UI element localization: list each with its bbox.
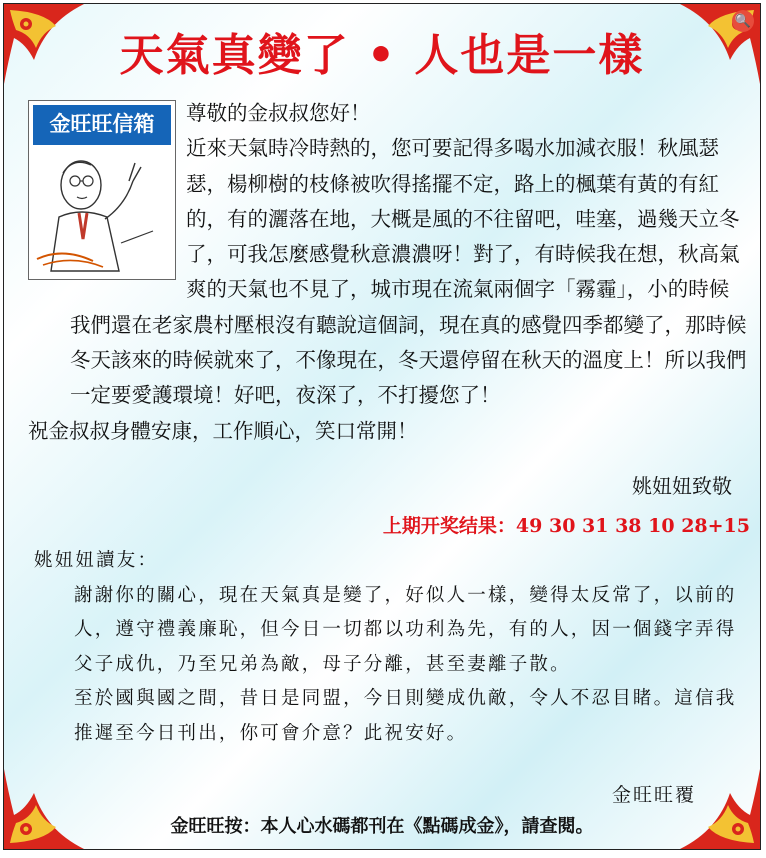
reader-letter bbox=[28, 96, 748, 449]
letter-greeting: 尊敬的金叔叔您好！ bbox=[186, 101, 371, 125]
editor-reply bbox=[34, 544, 746, 751]
article-page bbox=[3, 3, 761, 850]
reply-signature: 金旺旺覆 bbox=[611, 784, 696, 806]
lottery-label: 上期开奖结果： bbox=[382, 515, 516, 537]
reply-paragraph-1: 謝謝你的關心，現在天氣真是變了，好似人一樣，變得太反常了，以前的人，遵守禮義廉恥，但今日一切都以功利為先，有的人，因一個錢字弄得父子成仇，乃至兄弟為敵，母子分離，甚至妻離子散。 bbox=[74, 584, 737, 675]
corner-ornament-top-left bbox=[4, 4, 90, 90]
writer-illustration-icon bbox=[33, 147, 171, 275]
footer-note: 金旺旺按：本人心水碼都刊在《點碼成金》，請查閱。 bbox=[170, 816, 594, 837]
lottery-result bbox=[383, 511, 750, 538]
column-logo bbox=[28, 100, 176, 280]
letter-closing: 祝金叔叔身體安康，工作順心，笑口常開！ bbox=[28, 418, 418, 443]
reply-salutation: 姚妞妞讀友： bbox=[34, 550, 159, 571]
letter-body: 近來天氣時冷時熱的，您可要記得多喝水加減衣服！秋風瑟瑟，楊柳樹的枝條被吹得搖擺不定，路上的楓葉有黃的有紅的，有的灑落在地，大概是風的不往留吧，哇塞，過幾天立冬了，可我怎麼感覺秋意濃濃呀！對了，有時候我在想，秋高氣爽的天氣也不見了，城市現在流氣兩個字「霧霾」，小的時候我們還在老家農村壓根沒有聽說這個詞，現在真的感覺四季都變了，那時候冬天該來的時候就來了，不像現在，冬天還停留在秋天的溫度上！所以我們一定要愛護環境！好吧，夜深了，不打擾您了！ bbox=[70, 136, 747, 408]
column-logo-label: 金旺旺信箱 bbox=[33, 105, 171, 145]
reply-paragraph-2: 至於國與國之間，昔日是同盟，今日則變成仇敵，令人不忍目睹。這信我推遲至今日刊出，你可會介意？此祝安好。 bbox=[74, 688, 737, 744]
zoom-icon[interactable]: 🔍 bbox=[732, 10, 754, 32]
letter-signature: 姚妞妞致敬 bbox=[632, 474, 732, 498]
lottery-numbers: 49 30 31 38 10 28+15 bbox=[515, 515, 750, 537]
page-title: 天氣真變了 • 人也是一樣 bbox=[119, 30, 645, 81]
